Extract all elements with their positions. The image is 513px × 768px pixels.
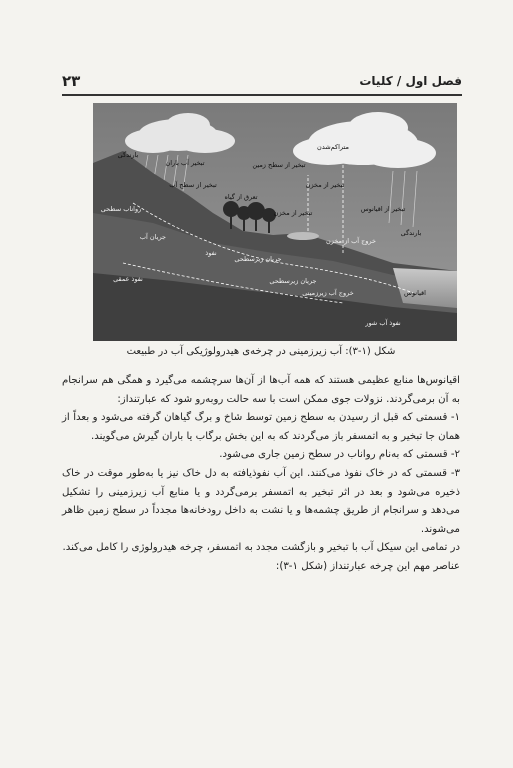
label-evap-soil: تبخیر از سطح زمین <box>252 161 306 169</box>
paragraph: ۳- قسمتی که در خاک نفوذ می‌کنند. این آب نفوذیافته به دل خاک نیز یا به‌طور موقت در خاک ذخیره می‌شود و بعد در اثر تبخیر به اتمسفر برمی‌گردد و یا منابع آب زیرزمینی را تشکیل می‌دهد و سرانجام از طریق چشمه‌ها و یا نشت به داخل رودخانه‌ها مجدداً در سطح زمین ظاهر می‌شوند. <box>62 467 460 535</box>
label-transpiration: تعرق از گیاه <box>224 193 258 201</box>
label-ocean: اقیانوس <box>404 289 426 297</box>
label-baseflow: جریان زیرسطحی <box>269 277 317 285</box>
page-number: ۲۳ <box>62 72 81 90</box>
label-evap-ocean: تبخیر از اقیانوس <box>360 205 406 213</box>
label-evap-lake: تبخیر از مخزن <box>305 181 345 189</box>
body-text <box>62 372 460 577</box>
page-header <box>62 72 462 96</box>
label-saltwater-intrusion: نفوذ آب شور <box>365 319 401 327</box>
figure-caption: شکل (۱-۳): آب زیرزمینی در چرخه‌ی هیدرولوژیکی آب در طبیعت <box>126 346 396 357</box>
label-condensation: متراکم‌شدن <box>317 143 349 151</box>
hydrologic-cycle-diagram <box>93 103 457 341</box>
label-groundwater-out: خروج آب زیرزمینی <box>302 289 354 297</box>
chapter-title: فصل اول / کلیات <box>359 74 462 88</box>
paragraph: ۲- قسمتی که به‌نام رواناب در سطح زمین جاری می‌شود. <box>219 449 460 461</box>
lake <box>287 232 319 240</box>
label-interflow: جریان زیرسطحی <box>234 255 282 263</box>
paragraph: ۱- قسمتی که قبل از رسیدن به سطح زمین توسط شاخ و برگ گیاهان گرفته می‌شود و بعداً از همان جا تبخیر و به اتمسفر باز می‌گردند که به این بخش برگاب یا باران گیرش می‌گویند. <box>62 412 460 442</box>
label-infiltration: نفوذ <box>205 249 217 257</box>
paragraph: اقیانوس‌ها منابع عظیمی هستند که همه آب‌ها از آن‌ها سرچشمه می‌گیرد و همگی هم سرانجام به آن برمی‌گردند. نزولات جوی ممکن است با سه حالت روبه‌رو شود که عبارتنداز: <box>62 375 460 405</box>
label-outflow: خروج آب از مخزن <box>325 237 377 245</box>
paragraph: در تمامی این سیکل آب با تبخیر و بازگشت مجدد به اتمسفر، چرخه هیدرولوژی را کامل می‌کند. <box>62 542 460 554</box>
label-evap-reservoir: تبخیر از مخزن <box>273 209 313 217</box>
label-evap-rain: تبخیر آب باران <box>165 159 205 167</box>
hydrologic-cycle-figure <box>93 103 457 341</box>
label-rainfall-left: بارندگی <box>117 151 139 159</box>
label-deep-infiltration: نفوذ عمقی <box>113 275 143 283</box>
label-runoff: رواناب سطحی <box>100 205 142 213</box>
label-evap-surface: تبخیر از سطح آب <box>169 181 217 189</box>
label-rainfall-right: بارندگی <box>400 229 422 237</box>
label-stream: جریان آب <box>139 233 167 241</box>
paragraph: عناصر مهم این چرخه عبارتنداز (شکل ۱-۳): <box>275 560 460 572</box>
